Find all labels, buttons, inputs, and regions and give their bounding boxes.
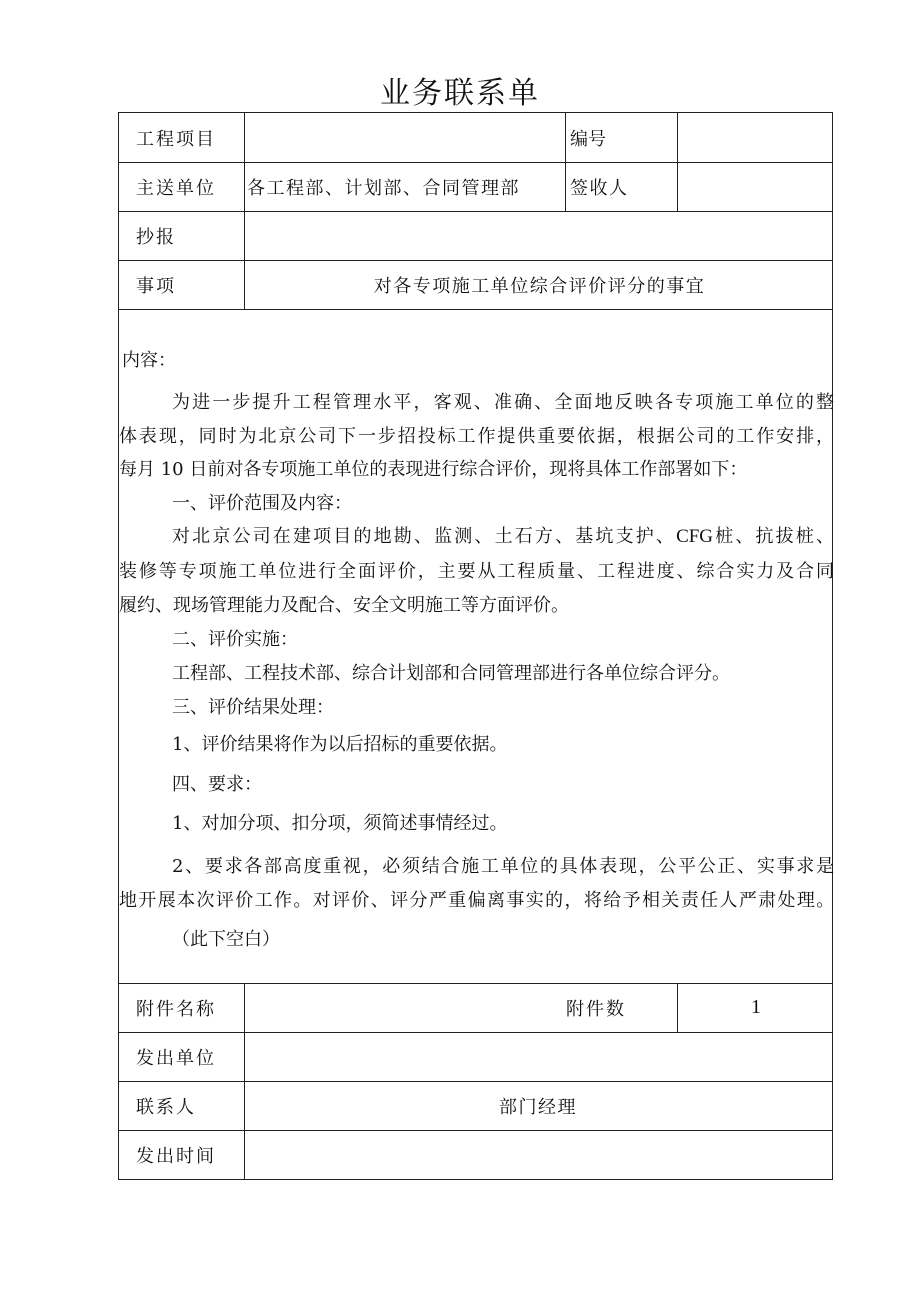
row-divider xyxy=(119,309,832,310)
section-3-item-1: 1、评价结果将作为以后招标的重要依据。 xyxy=(172,734,508,755)
section-1-title: 一、评价范围及内容： xyxy=(172,493,352,514)
end-note: （此下空白） xyxy=(172,929,280,950)
matter-field[interactable]: 对各专项施工单位综合评价评分的事宜 xyxy=(373,275,706,297)
column-divider xyxy=(677,113,678,211)
section-2-body: 工程部、工程技术部、综合计划部和合同管理部进行各单位综合评分。 xyxy=(172,663,730,684)
signee-field[interactable] xyxy=(682,162,830,211)
intro-line-3: 每月 10 日前对各专项施工单位的表现进行综合评价，现将具体工作部署如下： xyxy=(119,459,748,480)
contact-label: 联系人 xyxy=(136,1096,196,1118)
form-title: 业务联系单 xyxy=(380,76,540,111)
cc-label: 抄报 xyxy=(136,226,176,248)
project-label: 工程项目 xyxy=(136,128,216,150)
section-1-line-2: 装修等专项施工单位进行全面评价，主要从工程质量、工程进度、综合实力及合同 xyxy=(119,561,834,582)
matter-label: 事项 xyxy=(136,275,176,297)
recipient-label: 主送单位 xyxy=(136,177,216,199)
column-divider xyxy=(565,113,566,211)
issuer-label: 发出单位 xyxy=(136,1047,216,1069)
attachment-count-label: 附件数 xyxy=(566,998,626,1020)
content-label: 内容： xyxy=(122,350,176,371)
section-1-line-1: 对北京公司在建项目的地勘、监测、土石方、基坑支护、CFG桩、抗拔桩、 xyxy=(172,526,835,547)
section-4-item-1: 1、对加分项、扣分项，须简述事情经过。 xyxy=(172,813,508,834)
recipient-field[interactable]: 各工程部、计划部、合同管理部 xyxy=(247,177,520,199)
section-4-item-2-line-2: 地开展本次评价工作。对评价、评分严重偏离事实的，将给予相关责任人严肃处理。 xyxy=(119,890,834,911)
intro-line-1: 为进一步提升工程管理水平，客观、准确、全面地反映各专项施工单位的整 xyxy=(172,392,834,413)
section-3-title: 三、评价结果处理： xyxy=(172,697,334,718)
issue-time-field[interactable] xyxy=(249,1130,829,1179)
cc-field[interactable] xyxy=(249,211,829,260)
section-1-line-3: 履约、现场管理能力及配合、安全文明施工等方面评价。 xyxy=(119,595,569,616)
attachment-name-label: 附件名称 xyxy=(136,998,216,1020)
contact-form-table xyxy=(118,112,833,1180)
section-2-title: 二、评价实施： xyxy=(172,629,298,650)
issuer-field[interactable] xyxy=(249,1032,829,1081)
section-4-title: 四、要求： xyxy=(172,774,262,795)
manager-label: 部门经理 xyxy=(499,1096,577,1118)
intro-line-2: 体表现，同时为北京公司下一步招投标工作提供重要依据，根据公司的工作安排， xyxy=(119,426,834,447)
attachment-name-field[interactable] xyxy=(249,983,549,1032)
section-4-item-2-line-1: 2、要求各部高度重视，必须结合施工单位的具体表现，公平公正、实事求是 xyxy=(172,856,834,877)
project-field[interactable] xyxy=(249,113,559,162)
issue-time-label: 发出时间 xyxy=(136,1145,216,1167)
attachment-count-field[interactable]: 1 xyxy=(751,996,761,1018)
number-label: 编号 xyxy=(570,128,606,150)
signee-label: 签收人 xyxy=(570,177,629,199)
number-field[interactable] xyxy=(682,113,830,162)
